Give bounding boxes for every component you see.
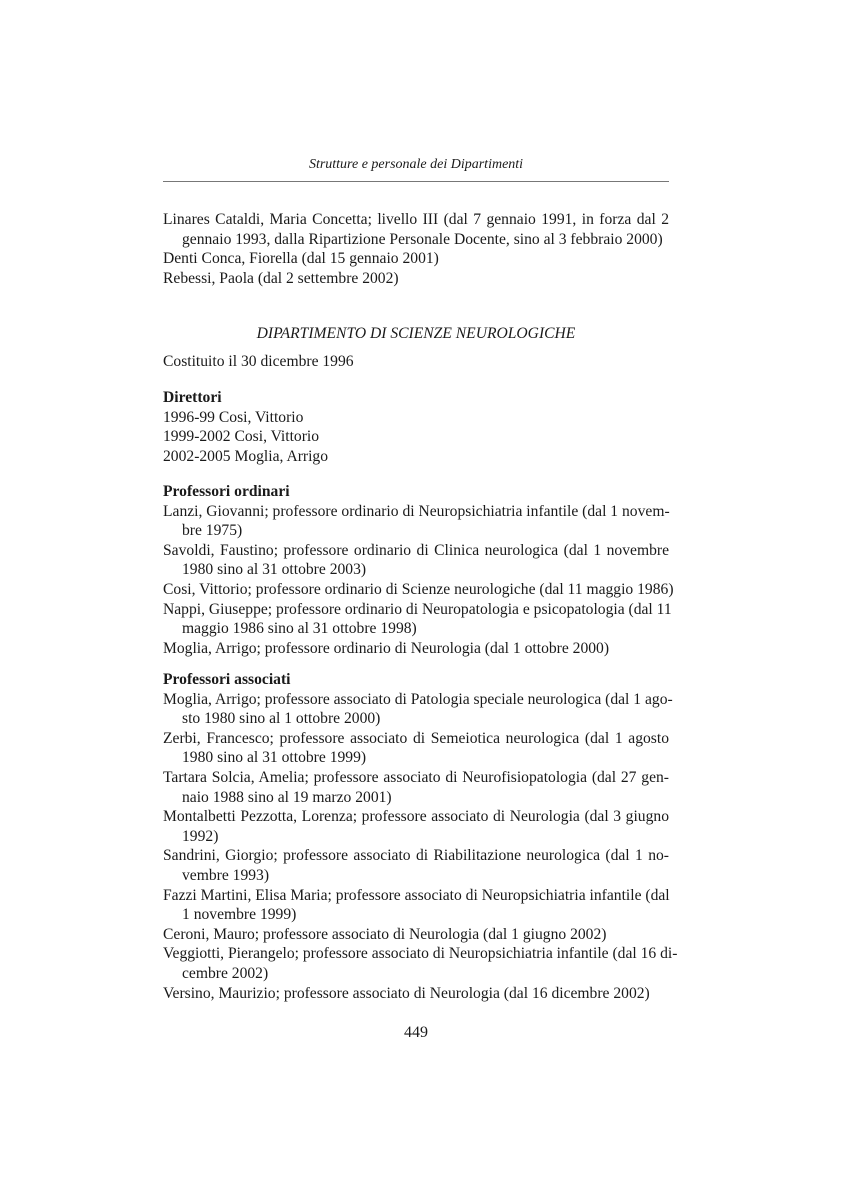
entry-line: Savoldi, Faustino; professore ordinario di Clinica neurologica (dal 1 novembre (163, 541, 669, 559)
associati-list (163, 690, 678, 1004)
entry-line: Zerbi, Francesco; professore associato di Semeiotica neurologica (dal 1 agosto (163, 729, 669, 747)
entry-line: bre 1975) (182, 522, 243, 540)
entry-line: Tartara Solcia, Amelia; professore associato di Neurofisiopatologia (dal 27 gen- (163, 768, 669, 786)
page-number: 449 (404, 1024, 428, 1041)
section-direttori (163, 388, 669, 466)
header-rule (163, 181, 669, 182)
entry-line: Moglia, Arrigo; professore associato di Patologia speciale neurologica (dal 1 ago- (163, 690, 673, 708)
entry-line: 1992) (182, 827, 219, 845)
list-item (163, 984, 669, 1004)
list-item (163, 807, 669, 846)
list-item (163, 210, 669, 249)
entry-line: Cosi, Vittorio; professore ordinario di Scienze neurologiche (dal 11 maggio 1986) (163, 580, 674, 598)
entry-line: Veggiotti, Pierangelo; professore associato di Neuropsichiatria infantile (dal 16 di- (163, 945, 678, 963)
list-item (163, 768, 669, 807)
entry-line: cembre 2002) (182, 964, 269, 982)
list-item (163, 541, 669, 580)
entry-line: 1980 sino al 31 ottobre 2003) (182, 561, 367, 579)
entry-line: Fazzi Martini, Elisa Maria; professore associato di Neuropsichiatria infantile (dal (163, 886, 670, 904)
entry-line: sto 1980 sino al 1 ottobre 2000) (182, 710, 381, 728)
entry-line: Nappi, Giuseppe; professore ordinario di Neuropatologia e psicopatologia (dal 11 (163, 600, 672, 618)
running-header: Strutture e personale dei Dipartimenti (308, 157, 524, 172)
list-item (163, 846, 669, 885)
list-item (163, 580, 674, 600)
entry-line: 1 novembre 1999) (182, 906, 297, 924)
entry-line: vembre 1993) (182, 866, 270, 884)
ordinari-list (163, 502, 674, 659)
entry-line: Moglia, Arrigo; professore ordinario di Neurologia (dal 1 ottobre 2000) (163, 639, 610, 657)
entry-line: Lanzi, Giovanni; professore ordinario di Neuropsichiatria infantile (dal 1 novem- (163, 502, 670, 520)
entry-line: Montalbetti Pezzotta, Lorenza; professore associato di Neurologia (dal 3 giugno (163, 808, 669, 826)
section-heading: Professori ordinari (163, 483, 290, 500)
top-entries (163, 210, 669, 288)
entry-line: Denti Conca, Fiorella (dal 15 gennaio 2001) (163, 250, 439, 268)
section-heading: Direttori (163, 389, 222, 406)
list-item (163, 600, 672, 639)
list-item (163, 886, 669, 925)
department-title: DIPARTIMENTO DI SCIENZE NEUROLOGICHE (256, 325, 576, 342)
entry-line: Versino, Maurizio; professore associato di Neurologia (dal 16 dicembre 2002) (163, 984, 650, 1002)
entry-line: Ceroni, Mauro; professore associato di Neurologia (dal 1 giugno 2002) (163, 925, 607, 943)
entry-line: Rebessi, Paola (dal 2 settembre 2002) (163, 269, 399, 287)
section-associati (163, 670, 678, 1003)
entry-line: Linares Cataldi, Maria Concetta; livello III (dal 7 gennaio 1991, in forza dal 2 (163, 211, 669, 228)
entry-line: gennaio 1993, dalla Ripartizione Personale Docente, sino al 3 febbraio 2000) (182, 230, 663, 248)
list-item (163, 729, 669, 768)
list-item (163, 639, 669, 659)
section-heading: Professori associati (163, 671, 291, 688)
list-item (163, 690, 673, 729)
list-item (163, 502, 669, 541)
list-item (163, 249, 669, 269)
entry-line: 1980 sino al 31 ottobre 1999) (182, 749, 367, 767)
founded-date: Costituito il 30 dicembre 1996 (163, 353, 354, 370)
list-item (163, 925, 669, 945)
director-item: 1999-2002 Cosi, Vittorio (163, 428, 320, 446)
list-item (163, 944, 678, 983)
list-item (163, 269, 669, 289)
entry-line: maggio 1986 sino al 31 ottobre 1998) (182, 620, 417, 638)
section-ordinari (163, 482, 674, 658)
entry-line: naio 1988 sino al 19 marzo 2001) (182, 788, 392, 806)
director-item: 1996-99 Cosi, Vittorio (163, 408, 304, 426)
entry-line: Sandrini, Giorgio; professore associato di Riabilitazione neurologica (dal 1 no- (163, 847, 669, 865)
director-item: 2002-2005 Moglia, Arrigo (163, 447, 329, 465)
